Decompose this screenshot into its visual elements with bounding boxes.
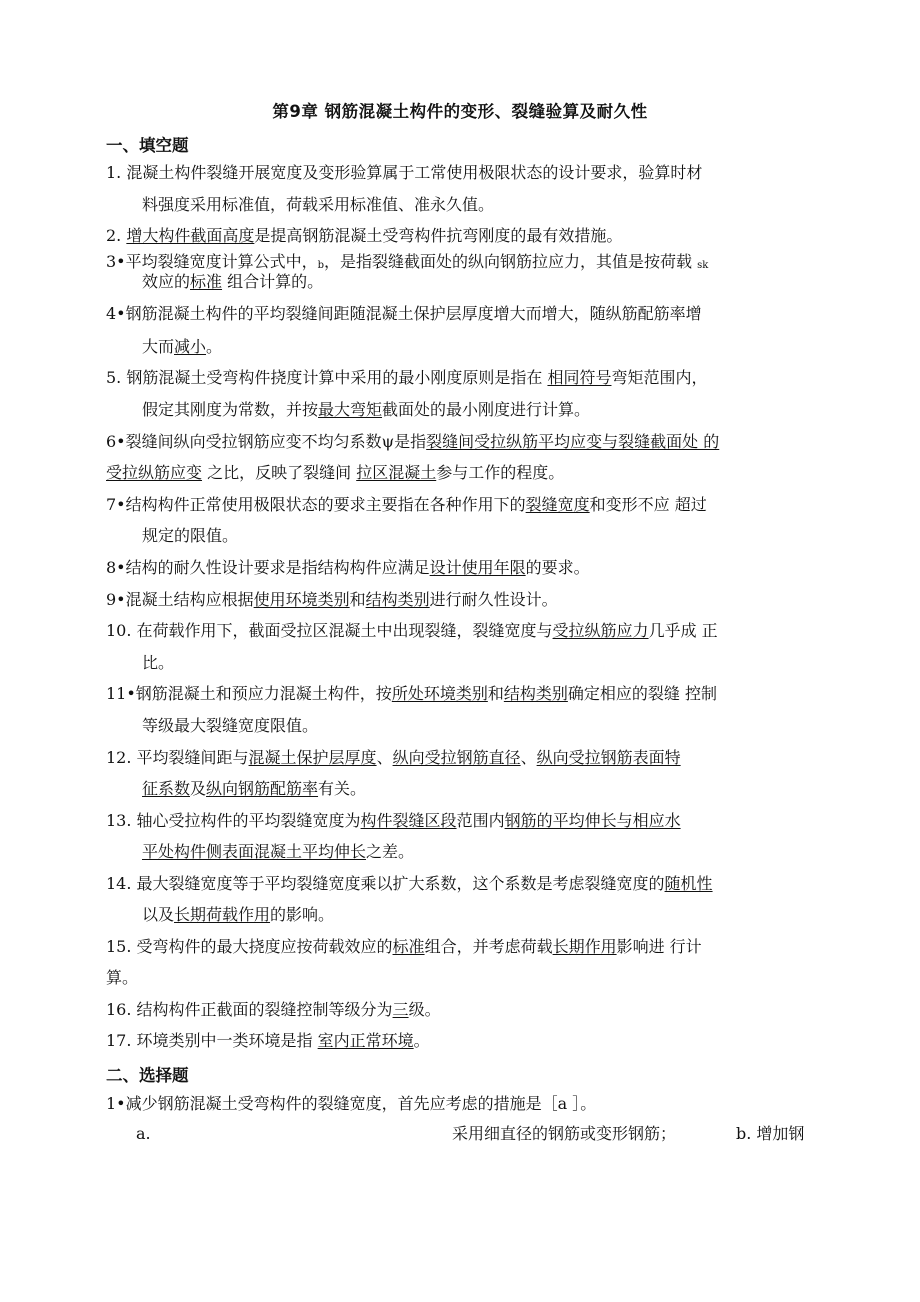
- text-segment: 7•结构构件正常使用极限状态的要求主要指在各种作用下的: [106, 495, 526, 514]
- text-line-q6b: [106, 463, 564, 483]
- text-segment: 5. 钢筋混凝土受弯构件挠度计算中采用的最小刚度原则是指在: [106, 368, 548, 387]
- text-line-q7a: [106, 495, 707, 515]
- text-segment: 3•平均裂缝宽度计算公式中，: [106, 252, 318, 271]
- answer-blank: 结构类别: [503, 684, 568, 703]
- text-line-q11a: [106, 684, 717, 704]
- text-segment: 大而: [142, 337, 175, 356]
- text-segment: 的影响。: [270, 905, 335, 924]
- text-segment: 有关。: [318, 779, 367, 798]
- text-segment: 15. 受弯构件的最大挠度应按荷载效应的: [106, 937, 393, 956]
- text-line-q2: [106, 226, 622, 246]
- text-segment: 范围内: [456, 811, 505, 830]
- text-line-q13a: [106, 811, 681, 831]
- text-segment: 17. 环境类别中一类环境是指: [106, 1031, 318, 1050]
- answer-blank: 裂缝宽度: [525, 495, 590, 514]
- answer-blank: 标准: [190, 272, 223, 291]
- text-line-q16: [106, 1000, 441, 1020]
- text-segment: 参与工作的程度。: [436, 463, 565, 482]
- text-line-q5b: [142, 400, 590, 420]
- answer-blank: 裂缝间受拉纵筋平均应变与裂缝截面处 的: [426, 432, 720, 451]
- text-line-q13b: [142, 842, 414, 862]
- text-segment: 4•钢筋混凝土构件的平均裂缝间距随混凝土保护层厚度增大而增大，随纵筋配筋率增: [106, 304, 702, 323]
- answer-blank: 受拉纵筋应变: [106, 463, 203, 482]
- answer-blank: 构件裂缝区段: [360, 811, 457, 830]
- answer-blank: 使用环境类别: [253, 590, 350, 609]
- text-segment: 等级最大裂缝宽度限值。: [142, 716, 319, 735]
- text-segment: 截面处的最小刚度进行计算。: [382, 400, 591, 419]
- text-segment: 以及: [142, 905, 175, 924]
- text-segment: 确定相应的裂缝 控制: [567, 684, 717, 703]
- text-line-q14a: [106, 874, 713, 894]
- text-segment: 弯矩范围内，: [611, 368, 708, 387]
- page-title: 第9章 钢筋混凝土构件的变形、裂缝验算及耐久性: [272, 102, 648, 121]
- answer-blank: 标准: [392, 937, 425, 956]
- text-line-q7b: [142, 526, 238, 546]
- text-line-q5a: [106, 368, 707, 388]
- text-line-q1b: [142, 195, 494, 215]
- answer-blank: 增大构件截面高度: [126, 226, 255, 245]
- text-segment: 和变形不应 超过: [589, 495, 707, 514]
- text-line-q15a: [106, 937, 702, 957]
- text-segment: 影响进 行计: [616, 937, 702, 956]
- answer-blank: 相同符号: [547, 368, 612, 387]
- text-segment: 10. 在荷载作用下，截面受拉区混凝土中出现裂缝，裂缝宽度与: [106, 621, 553, 640]
- answer-blank: 结构类别: [365, 590, 430, 609]
- text-segment: 13. 轴心受拉构件的平均裂缝宽度为: [106, 811, 361, 830]
- answer-blank: 长期作用: [552, 937, 617, 956]
- text-line-q12a: [106, 748, 681, 768]
- text-segment: 组合计算的。: [222, 272, 324, 291]
- text-line-c1: [106, 1094, 596, 1114]
- answer-blank: 三: [392, 1000, 409, 1019]
- text-segment: 和: [487, 684, 504, 703]
- text-segment: 几乎成 正: [648, 621, 718, 640]
- text-segment: 比。: [142, 653, 175, 672]
- text-segment: 是提高钢筋混凝土受弯构件抗弯刚度的最有效措施。: [254, 226, 623, 245]
- text-line-q6a: [106, 432, 719, 452]
- text-segment: 进行耐久性设计。: [429, 590, 558, 609]
- choice-b-text: b. 增加钢: [736, 1124, 805, 1143]
- section-heading-multiple-choice: 二、选择题: [106, 1066, 189, 1085]
- text-segment: 料强度采用标准值，荷载采用标准值、准永久值。: [142, 195, 495, 214]
- text-segment: 及: [190, 779, 207, 798]
- text-segment: 6•裂缝间纵向受拉钢筋应变不均匀系数ψ是指: [106, 432, 427, 451]
- text-segment: 之比，反映了裂缝间: [202, 463, 357, 482]
- text-segment: 和: [349, 590, 366, 609]
- text-line-q1a: [106, 163, 702, 183]
- text-line-q8: [106, 558, 590, 578]
- text-segment: 14. 最大裂缝宽度等于平均裂缝宽度乘以扩大系数，这个系数是考虑裂缝宽度的: [106, 874, 665, 893]
- text-segment: b: [317, 260, 325, 271]
- choice-a-text: 采用细直径的钢筋或变形钢筋；: [452, 1124, 677, 1143]
- text-segment: 1. 混凝土构件裂缝开展宽度及变形验算属于工常使用极限状态的设计要求，验算时材: [106, 163, 703, 182]
- text-segment: 12. 平均裂缝间距与: [106, 748, 249, 767]
- text-line-q11b: [142, 716, 318, 736]
- text-line-q12b: [142, 779, 366, 799]
- text-segment: ，是指裂缝截面处的纵向钢筋拉应力，其值是按荷载: [324, 252, 698, 271]
- section-heading-fill-blank: 一、填空题: [106, 136, 189, 155]
- answer-blank: 所处环境类别: [391, 684, 488, 703]
- text-line-q14b: [142, 905, 334, 925]
- text-line-q10b: [142, 653, 174, 673]
- answer-blank: 长期荷载作用: [174, 905, 271, 924]
- text-line-q4b: [142, 337, 222, 357]
- text-line-q15b: [106, 968, 138, 988]
- text-segment: 级。: [408, 1000, 441, 1019]
- answer-blank: 混凝土保护层厚度: [248, 748, 377, 767]
- text-segment: 效应的: [142, 272, 191, 291]
- text-segment: 。: [413, 1031, 430, 1050]
- answer-blank: 征系数: [142, 779, 191, 798]
- text-line-q10a: [106, 621, 718, 641]
- answer-blank: 减小: [174, 337, 207, 356]
- text-segment: 规定的限值。: [142, 526, 239, 545]
- text-segment: 、: [520, 748, 537, 767]
- text-segment: 、: [376, 748, 393, 767]
- answer-blank: 钢筋的平均伸长与相应水: [504, 811, 681, 830]
- answer-blank: 纵向受拉钢筋直径: [392, 748, 521, 767]
- text-segment: 组合，并考虑荷载: [424, 937, 553, 956]
- choice-a-label: a.: [136, 1124, 151, 1143]
- text-segment: 2.: [106, 226, 127, 245]
- answer-blank: 设计使用年限: [429, 558, 526, 577]
- text-segment: 9•混凝土结构应根据: [106, 590, 254, 609]
- text-segment: 1•减少钢筋混凝土受弯构件的裂缝宽度，首先应考虑的措施是［a ］。: [106, 1094, 597, 1113]
- text-segment: 之差。: [366, 842, 415, 861]
- answer-blank: 受拉纵筋应力: [552, 621, 649, 640]
- text-segment: 8•结构的耐久性设计要求是指结构构件应满足: [106, 558, 430, 577]
- text-segment: sk: [697, 260, 709, 271]
- text-line-q3b: [142, 272, 323, 292]
- text-segment: 算。: [106, 968, 139, 987]
- text-segment: 假定其刚度为常数，并按: [142, 400, 319, 419]
- text-segment: 11•钢筋混凝土和预应力混凝土构件，按: [106, 684, 392, 703]
- text-segment: 16. 结构构件正截面的裂缝控制等级分为: [106, 1000, 393, 1019]
- answer-blank: 最大弯矩: [318, 400, 383, 419]
- text-line-q17: [106, 1031, 430, 1051]
- text-line-q4a: [106, 304, 702, 324]
- answer-blank: 纵向钢筋配筋率: [206, 779, 319, 798]
- answer-blank: 室内正常环境: [317, 1031, 414, 1050]
- answer-blank: 拉区混凝土: [356, 463, 437, 482]
- answer-blank: 平处构件侧表面混凝土平均伸长: [142, 842, 367, 861]
- text-segment: 。: [206, 337, 223, 356]
- answer-blank: 纵向受拉钢筋表面特: [536, 748, 681, 767]
- text-line-q9: [106, 590, 558, 610]
- text-segment: 的要求。: [525, 558, 590, 577]
- answer-blank: 随机性: [664, 874, 713, 893]
